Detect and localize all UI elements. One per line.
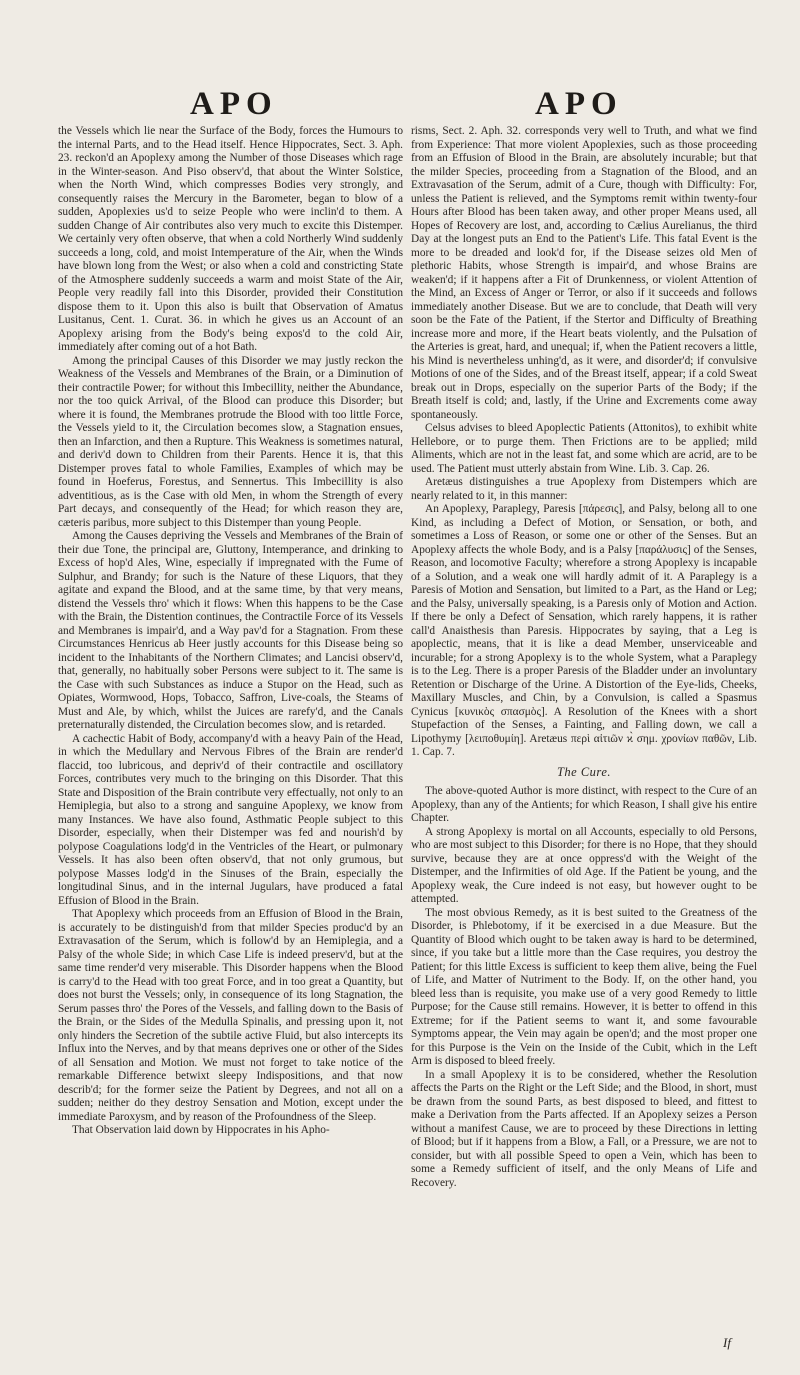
paragraph: In a small Apoplexy it is to be considered, whether the Resolution affects the Parts on the Right or the Left Side; and the Blood, in short, must be drawn from the sound Parts, as best disposed to bleed, and fittest to make a Derivation from the Parts affected. If an Apoplexy seizes a Person without a manifest Cause, we are to proceed by these Directions in letting of Blood; but if it happens from a Blow, a Fall, or a Pressure, we are not to consider, but with all possible Speed to open a Vein, which has been to some a Remedy sufficient of itself, and the only Means of Life and Recovery. [411,1068,757,1189]
paragraph: The above-quoted Author is more distinct, with respect to the Cure of an Apoplexy, than any of the Antients; for which Reason, I shall give his entire Chapter. [411,785,757,824]
paragraph: risms, Sect. 2. Aph. 32. corresponds very well to Truth, and what we find from Experience: That more violent Apoplexies, such as those proceeding from an Effusion of Blood in the Brain, are absolutely incurable; but that the milder Species, proceeding from a Stagnation of the Blood, and an Extravasation of the Serum, admit of a Cure, though with Difficulty: For, unless the Patient is relieved, and the Symptoms remit within twenty-four Hours after Blood has been taken away, and other proper Means used, all Hopes of Recovery are lost, and, according to Cælius Aurelianus, the third Day at the longest puts an End to the Patient's Life. This fatal Event is the more to be dreaded and look'd for, if the Disease seizes old Men of plethoric Habits, whose Strength is impair'd, and whose Brains are weaken'd; if it happens after a Fit of Drunkenness, or violent Attention of the Mind, an Excess of Anger or Terror, or also if it succeeds and follows immediately another Disease. But we are to conclude, that Death will very soon be the Fate of the Patient, if the Stertor and Difficulty of Breathing increase more and more, if the Heart beats violently, and the Pulsation of the Arteries is great, hard, and unequal; if, when the Patient recovers a little, his Mind is nevertheless unhing'd, as it were, and disorder'd; if convulsive Motions of one of the Sides, and of the Breast itself, appear; if a cold Sweat break out in Drops, especially on the superior Parts of the Body; if the Breath itself is cold; and, lastly, if the Urine and Excrements come away spontaneously. [411,125,757,421]
paragraph: the Vessels which lie near the Surface of the Body, forces the Humours to the internal Parts, and to the Head itself. Hence Hippocrates, Sect. 3. Aph. 23. reckon'd an Apoplexy among the Number of those Diseases which rage in the Winter-season. And Piso observ'd, that about the Winter Solstice, when the North Wind, which compresses Bodies very strongly, and consequently raises the Mercury in the Barometer, began to blow of a sudden, Apoplexies us'd to seize People who were inclin'd to them. A sudden Change of Air contributes also very much to excite this Distemper. We certainly very often observe, that when a cold Northerly Wind suddenly succeeds a long, cold, and moist Intemperature of the Air, when the Winds have blown long from the West; or also when a cold and constricting State of the Atmosphere suddenly succeeds a warm and moist State of the Air, People very readily fall into this Disorder, provided their Constitution dispose them to it. Upon this also is built that Observation of Amatus Lusitanus, Cent. 1. Curat. 36. in which he gives us an Account of an Apoplexy arising from the Body's being expos'd to the cold Air, immediately after coming out of a hot Bath. [58,125,403,353]
paragraph: Among the Causes depriving the Vessels and Membranes of the Brain of their due Tone, the principal are, Gluttony, Intemperance, and drinking to Excess of hop'd Ales, Wine, especially if impregnated with the Fume of Sulphur, and Brandy; for such is the Nature of these Liquors, that they agitate and expand the Blood, and at the same time, by that very means, distend the Vessels thro' which it flows: When this happens to be the Case with the Brain, the Distention continues, the Contractile Force of its Vessels and Membranes is impair'd, and a Way pav'd for a Stagnation. From these Circumstances Henricus ab Heer justly accounts for this Disease being so incident to the Inhabitants of the Northern Climates; and Lancisi observ'd, that, generally, no habitually sober Persons were subject to it. The same is the Case with such Substances as induce a Stupor on the Head, such as Opiates, Wormwood, Hops, Tobacco, Saffron, Live-coals, the Steams of Must and Ale, by which, whilst the Juices are rarefy'd, and the Canals preternaturally distended, the Circulation becomes slow, and is retarded. [58,530,403,731]
paragraph: A strong Apoplexy is mortal on all Accounts, especially to old Persons, who are most subject to this Disorder; for there is no Hope, that they should survive, because they are at once oppress'd with the Weight of the Distemper, and the Infirmities of old Age. If the Patient be young, and the Apoplexy weak, the Cure indeed is not easy, but however ought to be attempted. [411,825,757,905]
paragraph: The most obvious Remedy, as it is best suited to the Greatness of the Disorder, is Phlebotomy, if it be exercised in a due Measure. But the Quantity of Blood which ought to be taken away is hard to be determined, since, if you take but a little more than the Case requires, you destroy the Patient; for this little Excess is sufficient to keep them alive, being the Fuel of Life, and Matter of Nutriment to the Body. If, on the other hand, you bleed less than is requisite, you make use of a very good Remedy to little Purpose; for the Cause still remains. However, it is better to offend in this Extreme; for if the Patient seems to want it, and some favourable Symptoms appear, the Vein may again be open'd; and the most proper one for this Purpose is the Vein on the Inside of the Cubit, which in the Left Arm is disposed to bleed freely. [411,906,757,1067]
header-right-word: APO [535,86,623,122]
header-left-word: APO [190,86,278,122]
paragraph: Aretæus distinguishes a true Apoplexy from Distempers which are nearly related to it, in this manner: [411,476,757,502]
section-title: The Cure. [556,764,612,779]
paragraph: That Observation laid down by Hippocrates in his Apho- [72,1124,330,1136]
catchword: If [723,1335,731,1350]
left-column [58,125,403,1350]
right-column [411,125,757,1350]
paragraph: That Apoplexy which proceeds from an Effusion of Blood in the Brain, is accurately to be distinguish'd from that milder Species produc'd by an Extravasation of the Serum, which is follow'd by an Hemiplegia, and a Palsy of the whole Side; in which Case Life is indeed preserv'd, but at the same time render'd very miserable. This Disorder happens when the Blood is carry'd to the Head with too great Force, and in too great a Quantity, but does not burst the Vessels; only, in consequence of its long Stagnation, the Serum passes thro' the Pores of the Vessels, and falling down to the Basis of the Brain, or the Sides of the Medulla Spinalis, and pressing upon it, not only hinders the Secretion of the subtile active Fluid, but also intercepts its Influx into the Nerves, and by that means deprives one or other of the Sides of all Sensation and Motion. We must not forget to take notice of the remarkable Difference betwixt sleepy Indispositions, and that now describ'd; for the former seize the Patient by Degrees, and not all on a sudden; neither do they destroy Sensation and Motion, except under the immediate Paroxysm, and by reason of the Profoundness of the Sleep. [58,908,403,1123]
paragraph: A cachectic Habit of Body, accompany'd with a heavy Pain of the Head, in which the Medullary and Nervous Fibres of the Brain are render'd flaccid, too lubricous, and depriv'd of their contractile and oscillatory Forces, contributes very much to the bringing on this Disorder. That this State and Disposition of the Brain contribute very effectually, not only to an Hemiplegia, but also to a strong and sanguine Apoplexy, we know from many Instances. We have also found, Asthmatic People subject to this Disorder, especially, when their Distemper was fed and nourish'd by polypose Coagulations lodg'd in the Ventricles of the Heart, or pulmonary Vessels. It has also been often observ'd, that not only grumous, but polypose Masses lodg'd in the Sinuses of the Brain, especially the longitudinal Sinus, and in the internal Jugulars, have produced a fatal Effusion of Blood in the Brain. [58,732,403,907]
running-header [0,86,800,126]
paragraph: An Apoplexy, Paraplegy, Paresis [πάρεσις], and Palsy, belong all to one Kind, as including a Defect of Motion, or Sensation, or both, and sometimes a Loss of Reason, or some one or other of the Senses. But an Apoplexy affects the whole Body, and is a Palsy [παράλυσις] of the Senses, Reason, and locomotive Faculty; wherefore a strong Apoplexy is incapable of a Solution, and a weak one will hardly admit of it. A Paraplegy is a Paresis of Motion and Sensation, but limited to a Part, as the Hand or Leg; and the Palsy, universally speaking, is a Paresis only of Motion and Action. If there be only a Defect of Sensation, which rarely happens, it is rather call'd Anaisthesis than Paresis. Hippocrates by saying, that a Leg is apoplectic, means, that it is like a dead Member, unserviceable and incurable; for a strong Apoplexy is to the whole System, what a Paraplegy is to the Leg. There is a proper Paresis of the Bladder under an involuntary Retention or Discharge of the Urine. A Distortion of the Eye-lids, Cheeks, Maxillary Muscles, and Chin, by a Convulsion, is called a Spasmus Cynicus [κυνικὸς σπασμὸς]. A Resolution of the Knees with a short Stupefaction of the Senses, a Fainting, and Falling down, we call a Lipothymy [λειποθυμίη]. Aretæus περὶ αἰτιῶν ϰ̀ σημ. χρονίων παθῶν, Lib. 1. Cap. 7. [411,503,757,758]
paragraph: Celsus advises to bleed Apoplectic Patients (Attonitos), to exhibit white Hellebore, or to purge them. Then Frictions are to be applied; mild Aliments, which are not in the least fat, and some which are acrid, are to be used. The Patient must utterly abstain from Wine. Lib. 3. Cap. 26. [411,422,757,475]
paragraph: Among the principal Causes of this Disorder we may justly reckon the Weakness of the Vessels and Membranes of the Brain, or a Diminution of their contractile Power; for without this Imbecillity, neither the Abundance, nor the too quick Arrival, of the Blood can produce this Disorder; but where it is found, the Membranes protrude the Blood with too little Force, the Vessels yield to it, the Circulation becomes slow, a Stagnation ensues, then an Infarction, and then a Rupture. This Weakness is sometimes natural, and deriv'd down to Children from their Parents. Hence it is, that this Distemper proves fatal to whole Families, Examples of which may be found in Hoeferus, Forestus, and Sennertus. This Imbecillity is also adventitious, as is the Case with old Men, in whom the Strength of every Part decays, and consequently of the Head; for which reason they are, cæteris paribus, more subject to this Distemper than young People. [58,354,403,529]
